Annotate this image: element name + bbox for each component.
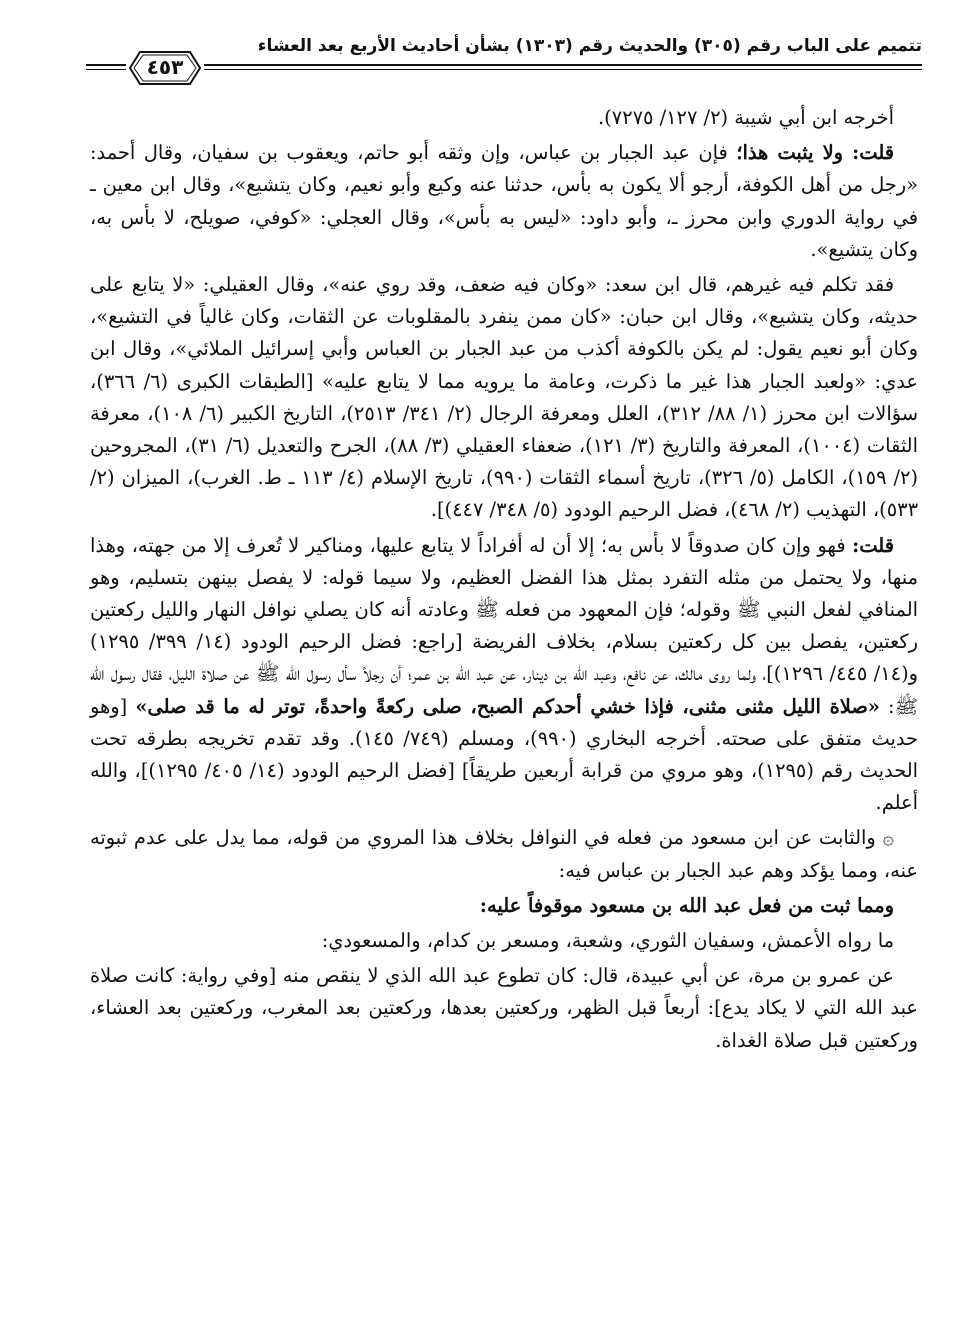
paragraph-7: ما رواه الأعمش، وسفيان الثوري، وشعبة، ومسعر بن كدام، والمسعودي: <box>321 929 894 953</box>
paragraph-4-lead: قلت: <box>852 533 894 557</box>
main-text <box>90 102 918 1057</box>
paragraph-5: ۞ والثابت عن ابن مسعود من فعله في النوافل بخلاف هذا المروي من قوله، مما يدل على عدم ثبوته عنه، ومما يؤكد وهم عبد الجبار بن عباس فيه: <box>90 826 918 882</box>
running-title: تتميم على الباب رقم (٣٠٥) والحديث رقم (١٣٠٣) بشأن أحاديث الأربع بعد العشاء <box>257 36 922 56</box>
paragraph-4-hadith: «صلاة الليل مثنى مثنى، فإذا خشي أحدكم الصبح، صلى ركعةً واحدةً، توتر له ما قد صلى» <box>135 694 880 718</box>
paragraph-4-text-a: فهو وإن كان صدوقاً لا بأس به؛ إلا أن له أفراداً لا يتابع عليها، ومناكير لا تُعرف إلا من جهته، وهذا منها، ولا يحتمل من مثله التفرد بمثل هذا الفضل العظيم، ولا سيما قوله: لا يفصل بينهن بتسليم، وهو المنافي لفعل النبي ﷺ وقوله؛ فإن المعهود من فعله ﷺ وعادته أنه كان يصلي نوافل النهار والليل ركعتين ركعتين، يفصل بين كل ركعتين بسلام، بخلاف الفريضة [راجع: فضل الرحيم الودود (١٤/ ٣٩٩/ ١٢٩٥) و(١٤/ ٤٤٥/ ١٢٩٦)]، ولما روى مالك، عن نافع، وعبد الله بن دينار، عن عبد الله بن عمر؛ أن رجلاً سأل رسول الله ﷺ عن صلاة الليل، فقال رسول الله ﷺ: <box>90 533 919 718</box>
paragraph-2-lead: قلت: ولا يثبت هذا؛ <box>736 141 895 165</box>
header-rule-left-thin <box>86 69 126 70</box>
paragraph-2 <box>90 137 918 266</box>
header-rule-thin <box>204 69 922 70</box>
paragraph-3: فقد تكلم فيه غيرهم، قال ابن سعد: «وكان فيه ضعف، وقد روي عنه»، وقال العقيلي: «لا يتابع على حديثه، وكان يتشيع»، وقال ابن حبان: «كان ممن ينفرد بالمقلوبات عن الثقات، وكان غالياً في التشيع»، وكان أبو نعيم يقول: لم يكن بالكوفة أكذب من عبد الجبار بن العباس وأبي إسرائيل الملائي»، وقال ابن عدي: «ولعبد الجبار هذا غير ما ذكرت، وعامة ما يرويه مما لا يتابع عليه» [الطبقات الكبرى (٦/ ٣٦٦)، سؤالات ابن محرز (١/ ٨٨/ ٣١٢)، العلل ومعرفة الرجال (٢/ ٣٤١/ ٢٥١٣)، التاريخ الكبير (٦/ ١٠٨)، معرفة الثقات (١٠٠٤)، المعرفة والتاريخ (٣/ ١٢١)، ضعفاء العقيلي (٣/ ٨٨)، الجرح والتعديل (٦/ ٣١)، المجروحين (٢/ ١٥٩)، الكامل (٥/ ٣٢٦)، تاريخ أسماء الثقات (٩٩٠)، تاريخ الإسلام (٤/ ١١٣ ـ ط. الغرب)، الميزان (٢/ ٥٣٣)، التهذيب (٢/ ٤٦٨)، فضل الرحيم الودود (٥/ ٣٤٨/ ٤٤٧)]. <box>90 273 919 522</box>
paragraph-2-text: فإن عبد الجبار بن عباس، وإن وثقه أبو حاتم، ويعقوب بن سفيان، وقال أحمد: «رجل من أهل الكوفة، أرجو ألا يكون به بأس، حدثنا عنه وكيع وأبو نعيم، وكان يتشيع»، وقال ابن معين ـ في رواية الدوري وابن محرز ـ، وأبو داود: «ليس به بأس»، وقال العجلي: «كوفي، صويلح، لا بأس به، وكان يتشيع». <box>90 141 918 261</box>
header-rule-left <box>86 64 126 66</box>
paragraph-1: أخرجه ابن أبي شيبة (٢/ ١٢٧/ ٧٢٧٥). <box>598 106 894 129</box>
page-header <box>86 30 922 100</box>
page-number: ٤٥٣ <box>146 55 184 79</box>
page-number-badge <box>128 48 202 88</box>
paragraph-4 <box>90 530 918 820</box>
paragraph-4-text-b: [وهو حديث متفق على صحته. أخرجه البخاري (٩٩٠)، ومسلم (٧٤٩/ ١٤٥). وقد تقدم تخريجه بطرقه تحت الحديث رقم (١٢٩٥)، وهو مروي من قرابة أربعين طريقاً] [فضل الرحيم الودود (١٤/ ٤٠٥/ ١٢٩٥)]، والله أعلم. <box>90 694 919 815</box>
header-rule <box>204 64 922 66</box>
paragraph-6: ومما ثبت من فعل عبد الله بن مسعود موقوفاً عليه: <box>479 893 894 917</box>
paragraph-8: عن عمرو بن مرة، عن أبي عبيدة، قال: كان تطوع عبد الله الذي لا ينقص منه [وفي رواية: كانت صلاة عبد الله التي لا يكاد يدع]: أربعاً قبل الظهر، وركعتين بعدها، وركعتين بعد المغرب، وركعتين بعد العشاء، وركعتين قبل صلاة الغداة. <box>90 964 918 1052</box>
